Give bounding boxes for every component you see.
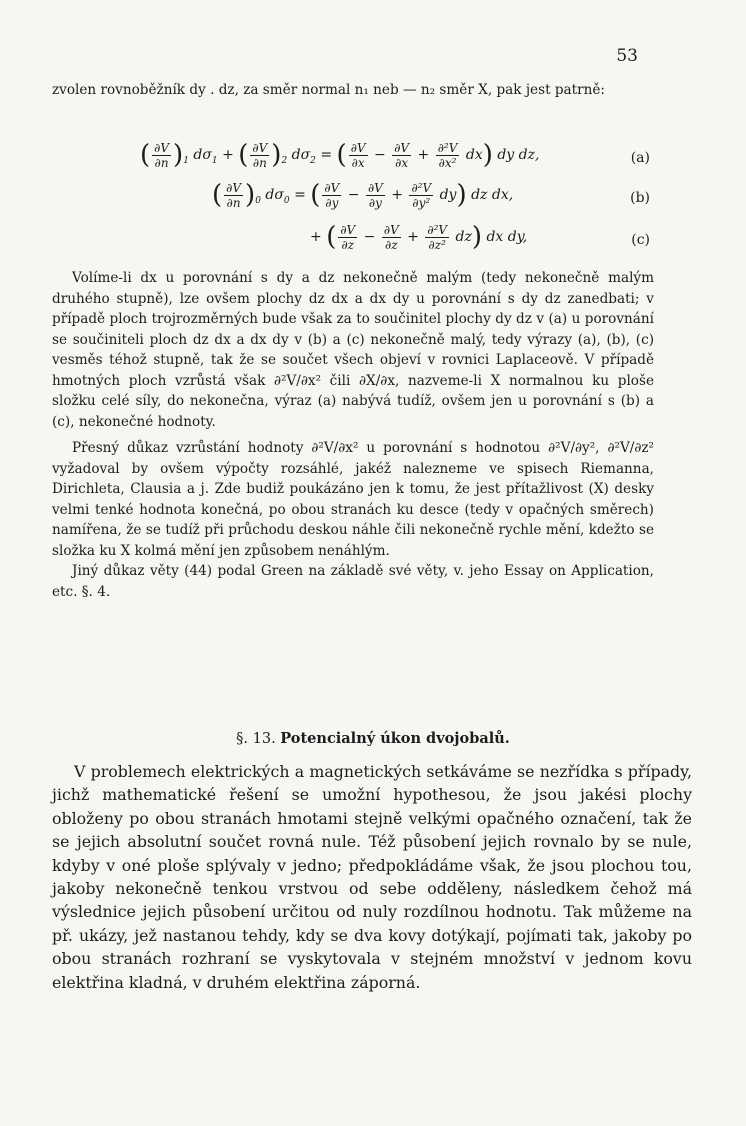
equation-a: ( $\frac{\partial V}{\partial n}$ )$_1$ $d\sigma_1$ + ( $\frac{\partial V}{\partial n}$ )$_2$ $d\sigma_2$ = ( $\frac{\partial V}{\partial x}$ − $\frac{\partial V}{\partial x}$ + $\frac{\text{∂²V}}{\text{∂x²}}$ dx) dy dz, bbox=[140, 140, 540, 170]
paragraph-4: V problemech elektrických a magnetických setkáváme se nezřídka s případy, jichž mathematické řešení se umožní hypothesou, že jsou jakési plochy obloženy po obou stranách hmotami stejně velkými opačného označení, tak že se jejich absolutní součet rovná nule. Též působení jejich rovnalo by se nule, kdyby v oné ploše splývaly v jedno; předpokládáme však, že jsou plochou tou, jakoby nekonečně tenkou vrstvou od sebe odděleny, následkem čehož má výslednice jejich působení určitou od nuly rozdílnou hodnotu. Tak můžeme na př. ukázy, jež nastanou tehdy, kdy se dva kovy dotýkají, pojímati tak, jakoby po obou stranách rozhraní se vyskytovala v stejném množství v jednom kovu elektřina kladná, v druhém elektřina záporná. bbox=[52, 762, 692, 992]
equation-c: + ( $\frac{\partial V}{\partial z}$ − $\frac{\partial V}{\partial z}$ + $\frac{\text{∂²V}}{\text{∂z²}}$ dz) dx dy, bbox=[310, 222, 528, 252]
equation-c-label: (c) bbox=[631, 232, 650, 248]
section-title: Potencialný úkon dvojobalů. bbox=[280, 730, 510, 747]
body-text-small bbox=[52, 268, 654, 602]
paragraph-2: Přesný důkaz vzrůstání hodnoty ∂²V/∂x² u porovnání s hodnotou ∂²V/∂y², ∂²V/∂z² vyžadoval by ovšem výpočty rozsáhlé, jakéž nalezneme ve spisech Riemanna, Dirichleta, Clausia a j. Zde budiž poukázáno jen k tomu, že jest přítažlivost (X) desky velmi tenké hodnota konečná, po obou stranách ku desce (tedy v opačných směrech) namířena, že se tudíž při průchodu deskou náhle čili nekonečně rychle mění, kdežto se složka ku X kolmá mění jen způsobem nenáhlým. bbox=[52, 440, 654, 559]
intro-text bbox=[52, 80, 654, 101]
equation-block bbox=[52, 128, 662, 268]
paragraph-3: Jiný důkaz věty (44) podal Green na základě své věty, v. jeho Essay on Application, etc. §. 4. bbox=[52, 563, 654, 600]
section-number: §. 13. bbox=[236, 731, 276, 747]
body-text-large bbox=[52, 760, 692, 994]
equation-b-label: (b) bbox=[630, 190, 650, 206]
equation-b: ( $\frac{\partial V}{\partial n}$ )$_0$ $d\sigma_0$ = ( $\frac{\partial V}{\partial y}$ − $\frac{\partial V}{\partial y}$ + $\frac{\text{∂²V}}{\text{∂y²}}$ dy) dz dx, bbox=[212, 180, 514, 210]
section-heading bbox=[0, 730, 746, 747]
intro-paragraph: zvolen rovnoběžník dy . dz, za směr normal n₁ neb — n₂ směr X, pak jest patrně: bbox=[52, 82, 606, 98]
paragraph-1: Volíme-li dx u porovnání s dy a dz nekonečně malým (tedy nekonečně malým druhého stupně), lze ovšem plochy dz dx a dx dy u porovnání s dy dz zanedbati; v případě ploch trojrozměrných bude však za to součinitel plochy dy dz v (a) u porovnání se součiniteli ploch dz dx a dx dy v (b) a (c) nekonečně malý, tedy výrazy (a), (b), (c) vesměs téhož stupně, tak že se součet všech objeví v rovnici Laplaceově. V případě hmotných ploch vzrůstá však ∂²V/∂x² čili ∂X/∂x, nazveme-li X normalnou ku ploše složku celé síly, do nekonečna, výraz (a) nabývá tudíž, ovšem jen u porovnání s (b) a (c), nekonečné hodnoty. bbox=[52, 270, 654, 430]
equation-a-label: (a) bbox=[630, 150, 650, 166]
page-number: 53 bbox=[616, 46, 638, 66]
